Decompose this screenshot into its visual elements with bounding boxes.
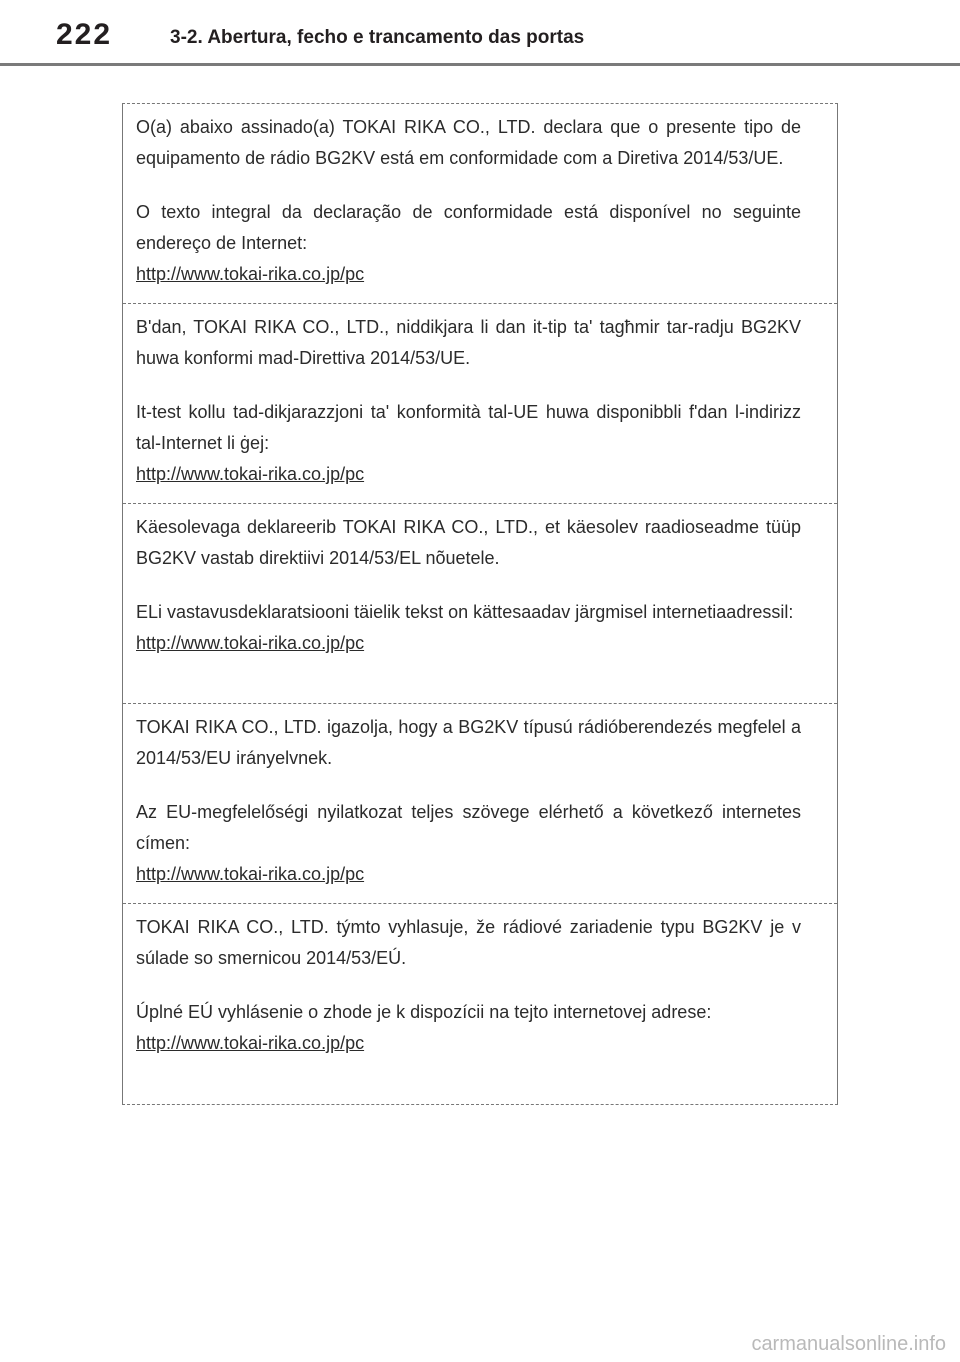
declaration-box (122, 103, 838, 1105)
header-divider (0, 63, 960, 66)
declaration-availability: It-test kollu tad-dikjarazzjoni ta' konformità tal-UE huwa disponibbli f'dan l-indirizz tal-Internet li ġej: (136, 402, 801, 453)
declaration-slovak (123, 904, 837, 1104)
declaration-estonian (123, 504, 837, 704)
section-title: 3-2. Abertura, fecho e trancamento das portas (170, 27, 585, 48)
declaration-availability: Az EU-megfelelőségi nyilatkozat teljes szövege elérhető a következő internetes címen: (136, 802, 801, 853)
declaration-portuguese (123, 104, 837, 304)
site-watermark: carmanualsonline.info (751, 1333, 946, 1355)
declaration-availability: O texto integral da declaração de conformidade está disponível no seguinte endereço de Internet: (136, 202, 801, 253)
declaration-link[interactable]: http://www.tokai-rika.co.jp/pc (136, 464, 365, 484)
declaration-link[interactable]: http://www.tokai-rika.co.jp/pc (136, 264, 365, 284)
declaration-statement: Käesolevaga deklareerib TOKAI RIKA CO., LTD., et käesolev raadioseadme tüüp BG2KV vastab direktiivi 2014/53/EL nõuetele. (136, 517, 801, 568)
declaration-link[interactable]: http://www.tokai-rika.co.jp/pc (136, 864, 365, 884)
declaration-statement: TOKAI RIKA CO., LTD. týmto vyhlasuje, že rádiové zariadenie typu BG2KV je v súlade so smernicou 2014/53/EÚ. (136, 917, 801, 968)
declaration-statement: TOKAI RIKA CO., LTD. igazolja, hogy a BG2KV típusú rádióberendezés megfelel a 2014/53/EU irányelvnek. (136, 717, 801, 768)
page-header (0, 0, 960, 66)
declaration-maltese (123, 304, 837, 504)
declaration-link[interactable]: http://www.tokai-rika.co.jp/pc (136, 633, 365, 653)
declaration-hungarian (123, 704, 837, 904)
declaration-availability: ELi vastavusdeklaratsiooni täielik tekst on kättesaadav järgmisel internetiaadressil: (136, 602, 794, 622)
declaration-link[interactable]: http://www.tokai-rika.co.jp/pc (136, 1033, 365, 1053)
page-number: 222 (56, 18, 113, 51)
declaration-availability: Úplné EÚ vyhlásenie o zhode je k dispozícii na tejto internetovej adrese: (136, 1002, 712, 1022)
declaration-statement: B'dan, TOKAI RIKA CO., LTD., niddikjara li dan it-tip ta' tagħmir tar-radju BG2KV huwa konformi mad-Direttiva 2014/53/UE. (136, 317, 801, 368)
declaration-statement: O(a) abaixo assinado(a) TOKAI RIKA CO., LTD. declara que o presente tipo de equipamento de rádio BG2KV está em conformidade com a Diretiva 2014/53/UE. (136, 117, 801, 168)
